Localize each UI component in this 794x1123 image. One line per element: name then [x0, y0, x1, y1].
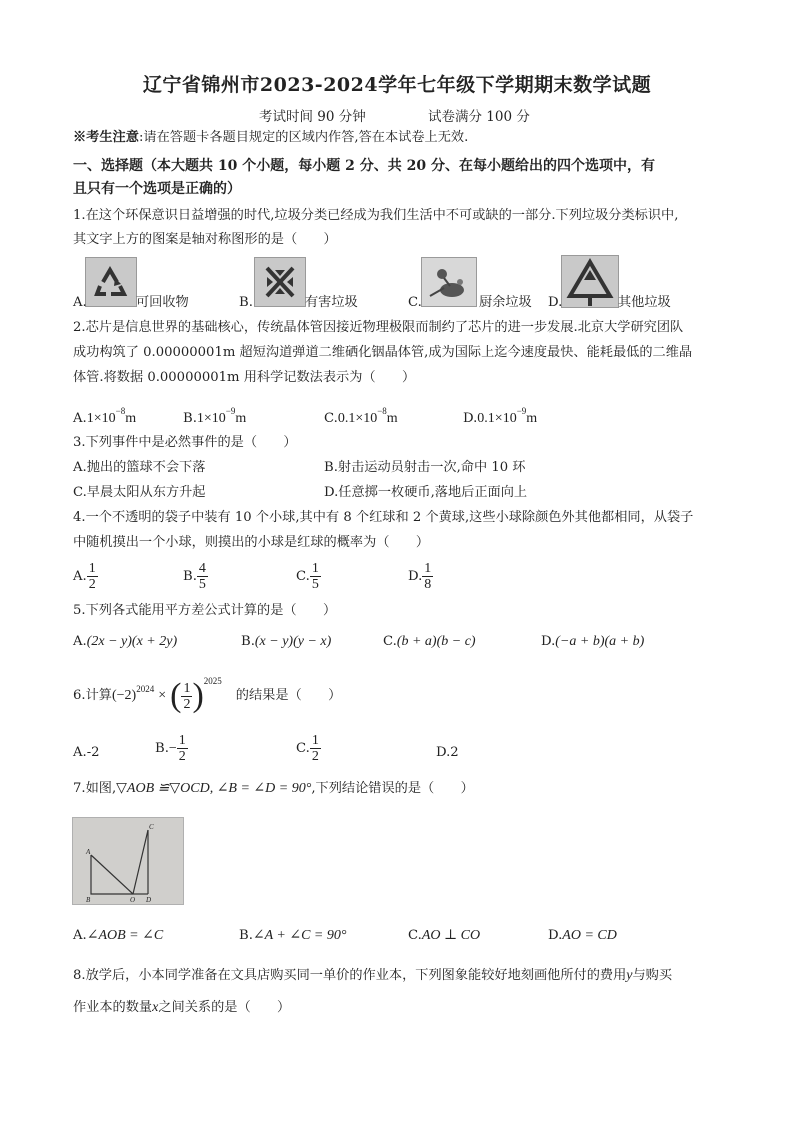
page-title: 辽宁省锦州市2023-2024学年七年级下学期期末数学试题: [142, 74, 652, 96]
q1-option-c-letter: C.: [408, 295, 422, 310]
q7-option-a: A.∠AOB = ∠C: [73, 928, 164, 943]
q5-stem: 5.下列各式能用平方差公式计算的是（ ）: [73, 603, 337, 618]
q5-option-d: D.(−a + b)(a + b): [541, 634, 645, 649]
q4-line1: 4.一个不透明的袋子中装有 10 个小球,其中有 8 个红球和 2 个黄球,这些小球除颜色外其他都相同，从袋子: [73, 510, 694, 525]
figure-label-b: B: [86, 896, 91, 904]
q1-option-c-label: 厨余垃圾: [479, 295, 532, 310]
exam-time: 考试时间 90 分钟: [259, 109, 366, 125]
q4-option-c: C. $\frac{1}{5}$: [296, 561, 319, 592]
q6-option-d: D. 2: [436, 745, 459, 760]
q4-option-a: A. $\frac{1}{2}$: [73, 561, 96, 592]
q2-line2: 成功构筑了 0.00000001m 超短沟道弹道二维硒化铟晶体管,成为国际上迄今速度最快、能耗最低的二维晶: [73, 345, 693, 360]
figure-label-d: D: [146, 896, 152, 904]
q1-option-d-label: 其他垃圾: [618, 295, 671, 310]
section-heading-line1: 一、选择题（本大题共 10 个小题，每小题 2 分、共 20 分、在每小题给出的四个选项中，有: [73, 158, 655, 174]
q6-stem: 6.计算 (−2) 2024 × ( $\frac{1}{2}$ ) 2025 的结果是（ ）: [73, 676, 342, 714]
q5-option-b: B.(x − y)(y − x): [241, 634, 332, 649]
q2-option-d: $D.0.1\times 10^{-9}m$: [463, 406, 538, 426]
q1-option-a-label: 可回收物: [136, 295, 189, 310]
q1-option-b-letter: B.: [239, 295, 253, 310]
q6-option-c: C. $\frac{1}{2}$: [296, 733, 319, 764]
q7-option-c: C.AO ⊥ CO: [408, 928, 481, 943]
q7-figure: [72, 817, 184, 905]
notice: [73, 129, 468, 147]
q3-option-c: C.早晨太阳从东方升起: [73, 485, 206, 500]
q4-option-d: D. $\frac{1}{8}$: [408, 561, 432, 592]
section-heading-line2: 且只有一个选项是正确的）: [73, 181, 241, 197]
q2-option-b: $B.1\times 10^{-9}m$: [183, 406, 247, 426]
q3-option-d: D.任意掷一枚硬币,落地后正面向上: [324, 485, 528, 500]
q6-option-b: B. − $\frac{1}{2}$: [155, 733, 186, 764]
q7-stem: 7.如图,▽AOB ≌▽OCD, ∠B = ∠D = 90°,下列结论错误的是（ ）: [73, 781, 474, 796]
q2-line3: 体管.将数据 0.00000001m 用科学记数法表示为（ ）: [73, 370, 416, 385]
q6-option-a: A. -2: [73, 745, 100, 760]
q8-line1: 8.放学后，小本同学准备在文具店购买同一单价的作业本，下列图象能较好地刻画他所付的费用y与购买: [73, 968, 673, 983]
q1-option-a-letter: A.: [73, 295, 87, 310]
q4-line2: 中随机摸出一个小球，则摸出的小球是红球的概率为（ ）: [73, 535, 430, 550]
q5-option-a: A.(2x − y)(x + 2y): [73, 634, 178, 649]
notice-label: ※考生注意: [73, 130, 139, 145]
q5-option-c: C.(b + a)(b − c): [383, 634, 476, 649]
q2-option-a: $A.1\times 10^{-8}m$: [73, 406, 137, 426]
q3-option-b: B.射击运动员射击一次,命中 10 环: [324, 460, 526, 475]
q4-option-b: B. $\frac{4}{5}$: [183, 561, 206, 592]
kitchen-waste-icon: [421, 257, 477, 307]
q1-line2: 其文字上方的图案是轴对称图形的是（ ）: [73, 232, 337, 247]
q2-line1: 2.芯片是信息世界的基础核心，传统晶体管因接近物理极限而制约了芯片的进一步发展.北京大学研究团队: [73, 320, 684, 335]
q1-line1: 1.在这个环保意识日益增强的时代,垃圾分类已经成为我们生活中不可或缺的一部分.下列垃圾分类标识中,: [73, 208, 679, 223]
figure-label-a: A: [86, 848, 91, 856]
q1-option-d-letter: D.: [548, 295, 563, 310]
hazardous-waste-icon: [254, 257, 306, 307]
other-waste-icon: [561, 255, 619, 308]
notice-text: :请在答题卡各题目规定的区域内作答,答在本试卷上无效.: [138, 130, 469, 145]
q7-option-d: D.AO = CD: [548, 928, 617, 943]
q3-option-a: A.抛出的篮球不会下落: [73, 460, 206, 475]
recycle-sign-icon: [85, 257, 137, 307]
q8-line2: 作业本的数量x之间关系的是（ ）: [73, 1000, 291, 1015]
figure-label-o: O: [130, 896, 136, 904]
exam-score: 试卷满分 100 分: [428, 109, 530, 125]
figure-label-c: C: [149, 823, 154, 831]
q7-option-b: B.∠A + ∠C = 90°: [239, 928, 347, 943]
q2-option-c: $C.0.1\times 10^{-8}m$: [324, 406, 398, 426]
q1-option-b-label: 有害垃圾: [305, 295, 358, 310]
q3-stem: 3.下列事件中是必然事件的是（ ）: [73, 435, 297, 450]
